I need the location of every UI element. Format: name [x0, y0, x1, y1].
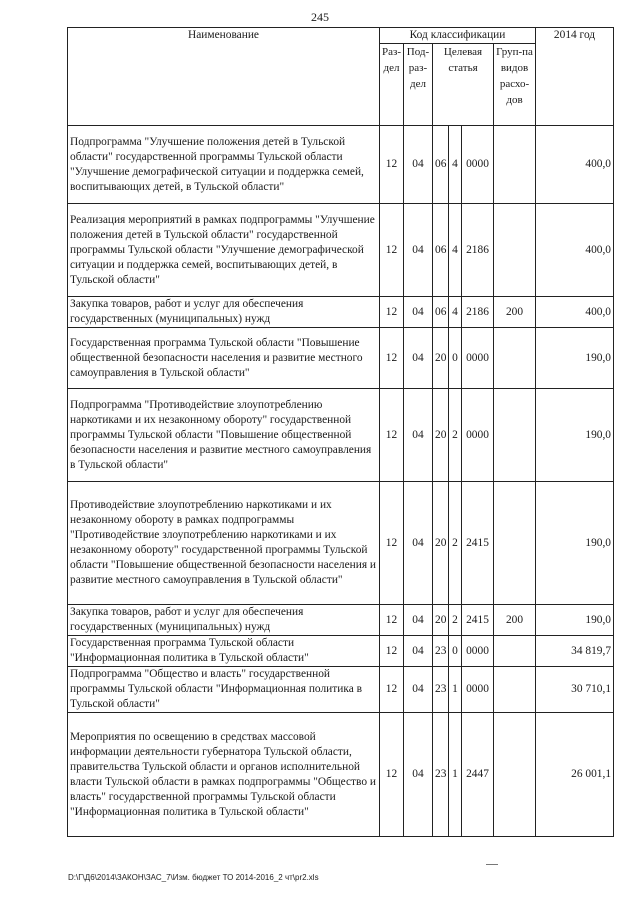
table-row	[68, 389, 614, 482]
row-amount: 190,0	[536, 389, 614, 482]
row-subsection: 04	[404, 204, 433, 297]
row-target-part2: 2	[449, 605, 462, 636]
row-subsection: 04	[404, 126, 433, 204]
scan-mark	[486, 864, 498, 865]
row-expense-group: 200	[494, 605, 536, 636]
row-amount: 400,0	[536, 204, 614, 297]
row-target-part1: 23	[433, 667, 449, 713]
row-amount: 400,0	[536, 297, 614, 328]
row-target-part1: 06	[433, 126, 449, 204]
table-row	[68, 636, 614, 667]
row-subsection: 04	[404, 482, 433, 605]
row-target-part3: 0000	[462, 126, 494, 204]
header-expense-group: Груп-па видов расхо-дов	[494, 44, 536, 126]
table-row	[68, 482, 614, 605]
row-target-part1: 20	[433, 482, 449, 605]
row-name: Подпрограмма "Улучшение положения детей в Тульской области" государственной программы Тульской области "Улучшение демографической ситуации и поддержка семей, воспитывающих детей, в Тульской области"	[68, 126, 380, 204]
row-name: Подпрограмма "Общество и власть" государственной программы Тульской области "Информационная политика в Тульской области"	[68, 667, 380, 713]
table-row	[68, 297, 614, 328]
row-section: 12	[380, 297, 404, 328]
row-target-part1: 23	[433, 713, 449, 837]
row-subsection: 04	[404, 605, 433, 636]
row-section: 12	[380, 667, 404, 713]
row-section: 12	[380, 713, 404, 837]
row-subsection: 04	[404, 328, 433, 389]
table-body	[68, 126, 614, 837]
row-target-part3: 2415	[462, 482, 494, 605]
row-expense-group	[494, 389, 536, 482]
row-name: Государственная программа Тульской области "Информационная политика в Тульской области"	[68, 636, 380, 667]
row-expense-group	[494, 713, 536, 837]
row-target-part3: 2186	[462, 297, 494, 328]
header-name: Наименование	[68, 28, 380, 126]
budget-table	[67, 27, 614, 837]
row-target-part2: 4	[449, 126, 462, 204]
header-code: Код классификации	[380, 28, 536, 44]
row-expense-group	[494, 126, 536, 204]
header-section: Раз-дел	[380, 44, 404, 126]
row-expense-group	[494, 328, 536, 389]
row-target-part1: 20	[433, 328, 449, 389]
row-name: Подпрограмма "Противодействие злоупотреблению наркотиками и их незаконному обороту" государственной программы Тульской области "Повышение общественной безопасности населения и развитие местного самоуправления в Тульской области"	[68, 389, 380, 482]
row-section: 12	[380, 389, 404, 482]
row-section: 12	[380, 126, 404, 204]
row-section: 12	[380, 482, 404, 605]
row-amount: 30 710,1	[536, 667, 614, 713]
row-target-part3: 2447	[462, 713, 494, 837]
row-target-part2: 2	[449, 482, 462, 605]
row-amount: 26 001,1	[536, 713, 614, 837]
row-target-part1: 06	[433, 297, 449, 328]
header-subsection: Под-раз-дел	[404, 44, 433, 126]
row-target-part3: 0000	[462, 636, 494, 667]
row-name: Закупка товаров, работ и услуг для обеспечения государственных (муниципальных) нужд	[68, 297, 380, 328]
row-amount: 190,0	[536, 328, 614, 389]
row-subsection: 04	[404, 297, 433, 328]
row-target-part1: 20	[433, 605, 449, 636]
row-target-part3: 2415	[462, 605, 494, 636]
row-target-part1: 06	[433, 204, 449, 297]
table-row	[68, 126, 614, 204]
row-amount: 190,0	[536, 605, 614, 636]
row-amount: 400,0	[536, 126, 614, 204]
header-year: 2014 год	[536, 28, 614, 126]
header-target: Целевая статья	[433, 44, 494, 126]
row-section: 12	[380, 636, 404, 667]
table-header	[68, 28, 614, 126]
row-section: 12	[380, 328, 404, 389]
row-name: Мероприятия по освещению в средствах массовой информации деятельности губернатора Тульской области, правительства Тульской области и органов исполнительной власти Тульской области в рамках подпрограммы "Общество и власть" государственной программы Тульской области "Информационная политика в Тульской области"	[68, 713, 380, 837]
row-subsection: 04	[404, 636, 433, 667]
row-target-part3: 0000	[462, 328, 494, 389]
row-target-part3: 0000	[462, 389, 494, 482]
row-target-part1: 23	[433, 636, 449, 667]
file-path-footer: D:\Г\Д6\2014\ЗАКОН\ЗАС_7\Изм. бюджет ТО 2014-2016_2 чт\pr2.xls	[68, 873, 319, 882]
row-expense-group	[494, 204, 536, 297]
row-target-part3: 0000	[462, 667, 494, 713]
row-amount: 34 819,7	[536, 636, 614, 667]
row-subsection: 04	[404, 667, 433, 713]
row-amount: 190,0	[536, 482, 614, 605]
row-target-part2: 4	[449, 204, 462, 297]
row-name: Закупка товаров, работ и услуг для обеспечения государственных (муниципальных) нужд	[68, 605, 380, 636]
row-name: Государственная программа Тульской области "Повышение общественной безопасности населения и развитие местного самоуправления в Тульской области"	[68, 328, 380, 389]
row-target-part2: 4	[449, 297, 462, 328]
row-target-part2: 2	[449, 389, 462, 482]
row-subsection: 04	[404, 389, 433, 482]
table-row	[68, 667, 614, 713]
page-number: 245	[311, 10, 329, 24]
row-expense-group: 200	[494, 297, 536, 328]
row-section: 12	[380, 204, 404, 297]
row-target-part1: 20	[433, 389, 449, 482]
row-expense-group	[494, 482, 536, 605]
row-target-part2: 1	[449, 667, 462, 713]
table-row	[68, 204, 614, 297]
row-subsection: 04	[404, 713, 433, 837]
row-name: Противодействие злоупотреблению наркотиками и их незаконному обороту в рамках подпрограммы "Противодействие злоупотреблению наркотиками и их незаконному обороту" государственной программы Тульской области "Повышение общественной безопасности населения и развитие местного самоуправления в Тульской области"	[68, 482, 380, 605]
row-target-part2: 0	[449, 328, 462, 389]
row-target-part2: 0	[449, 636, 462, 667]
row-target-part2: 1	[449, 713, 462, 837]
table-row	[68, 328, 614, 389]
row-expense-group	[494, 636, 536, 667]
row-expense-group	[494, 667, 536, 713]
row-section: 12	[380, 605, 404, 636]
table-row	[68, 605, 614, 636]
row-name: Реализация мероприятий в рамках подпрограммы "Улучшение положения детей в Тульской области" государственной программы Тульской области "Улучшение демографической ситуации и поддержка семей, воспитывающих детей, в Тульской области"	[68, 204, 380, 297]
table-row	[68, 713, 614, 837]
row-target-part3: 2186	[462, 204, 494, 297]
